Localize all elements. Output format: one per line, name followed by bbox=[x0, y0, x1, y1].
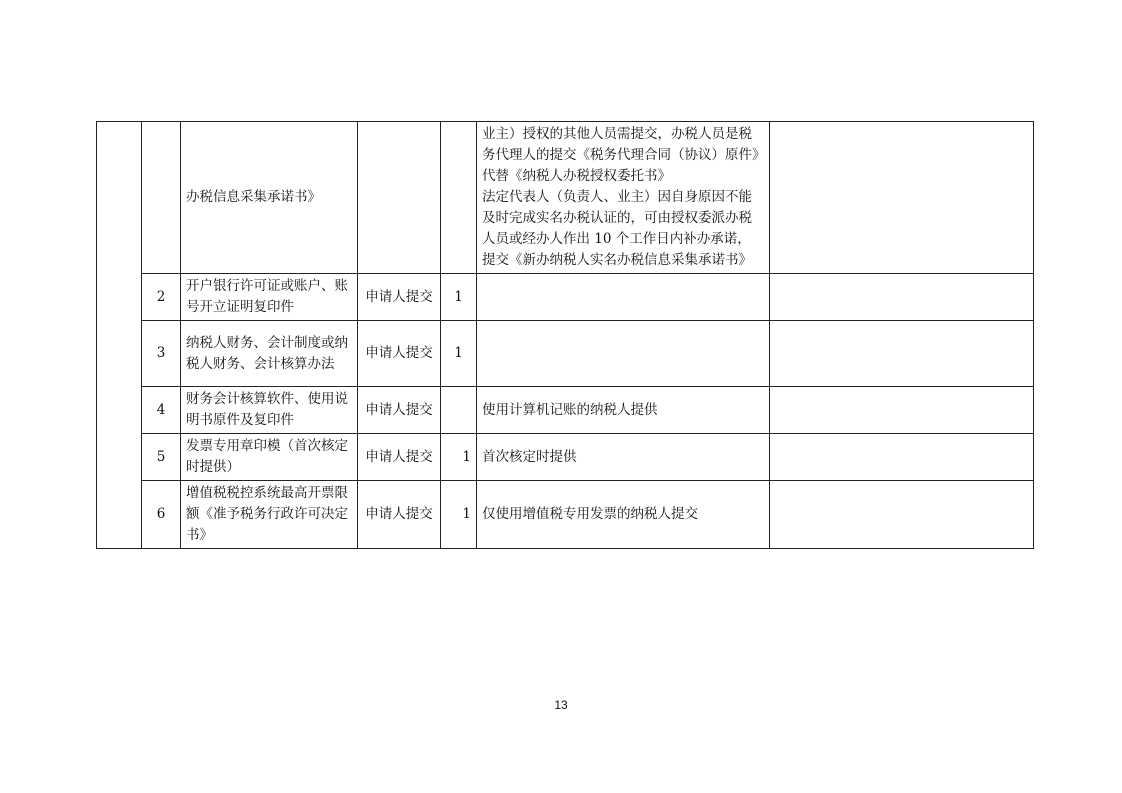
remark-cell bbox=[770, 387, 1034, 434]
table-row bbox=[97, 274, 1034, 321]
quantity-cell: 1 bbox=[441, 481, 477, 549]
table-row bbox=[97, 387, 1034, 434]
quantity-cell bbox=[441, 387, 477, 434]
category-cell bbox=[97, 122, 142, 549]
material-name-cell: 纳税人财务、会计制度或纳税人财务、会计核算办法 bbox=[181, 321, 358, 387]
source-cell bbox=[358, 122, 441, 274]
row-number-cell: 3 bbox=[142, 321, 181, 387]
note-cell bbox=[477, 321, 770, 387]
quantity-cell: 1 bbox=[441, 434, 477, 481]
materials-table bbox=[96, 121, 1034, 549]
note-cell bbox=[477, 122, 770, 274]
quantity-cell: 1 bbox=[441, 321, 477, 387]
remark-cell bbox=[770, 434, 1034, 481]
note-cell: 使用计算机记账的纳税人提供 bbox=[477, 387, 770, 434]
source-cell: 申请人提交 bbox=[358, 274, 441, 321]
material-name-cell: 财务会计核算软件、使用说明书原件及复印件 bbox=[181, 387, 358, 434]
note-paragraph: 业主）授权的其他人员需提交，办税人员是税务代理人的提交《税务代理合同（协议）原件》代替《纳税人办税授权委托书》 bbox=[482, 126, 759, 184]
row-number-cell: 2 bbox=[142, 274, 181, 321]
note-cell: 首次核定时提供 bbox=[477, 434, 770, 481]
note-cell bbox=[477, 274, 770, 321]
remark-cell bbox=[770, 481, 1034, 549]
material-name-cell: 增值税税控系统最高开票限额《准予税务行政许可决定书》 bbox=[181, 481, 358, 549]
source-cell: 申请人提交 bbox=[358, 387, 441, 434]
material-name-cell: 办税信息采集承诺书》 bbox=[181, 122, 358, 274]
table-row bbox=[97, 434, 1034, 481]
row-number-cell: 5 bbox=[142, 434, 181, 481]
row-number-cell bbox=[142, 122, 181, 274]
source-cell: 申请人提交 bbox=[358, 434, 441, 481]
row-number-cell: 6 bbox=[142, 481, 181, 549]
remark-cell bbox=[770, 122, 1034, 274]
source-cell: 申请人提交 bbox=[358, 321, 441, 387]
material-name-cell: 开户银行许可证或账户、账号开立证明复印件 bbox=[181, 274, 358, 321]
source-cell: 申请人提交 bbox=[358, 481, 441, 549]
table-row bbox=[97, 122, 1034, 274]
row-number-cell: 4 bbox=[142, 387, 181, 434]
note-paragraph: 法定代表人（负责人、业主）因自身原因不能及时完成实名办税认证的，可由授权委派办税人员或经办人作出 10 个工作日内补办承诺，提交《新办纳税人实名办税信息采集承诺书》 bbox=[482, 189, 752, 268]
remark-cell bbox=[770, 274, 1034, 321]
page-number: 13 bbox=[554, 698, 568, 712]
quantity-cell bbox=[441, 122, 477, 274]
table-row bbox=[97, 481, 1034, 549]
table-row bbox=[97, 321, 1034, 387]
material-name-cell: 发票专用章印模（首次核定时提供） bbox=[181, 434, 358, 481]
quantity-cell: 1 bbox=[441, 274, 477, 321]
note-cell: 仅使用增值税专用发票的纳税人提交 bbox=[477, 481, 770, 549]
remark-cell bbox=[770, 321, 1034, 387]
